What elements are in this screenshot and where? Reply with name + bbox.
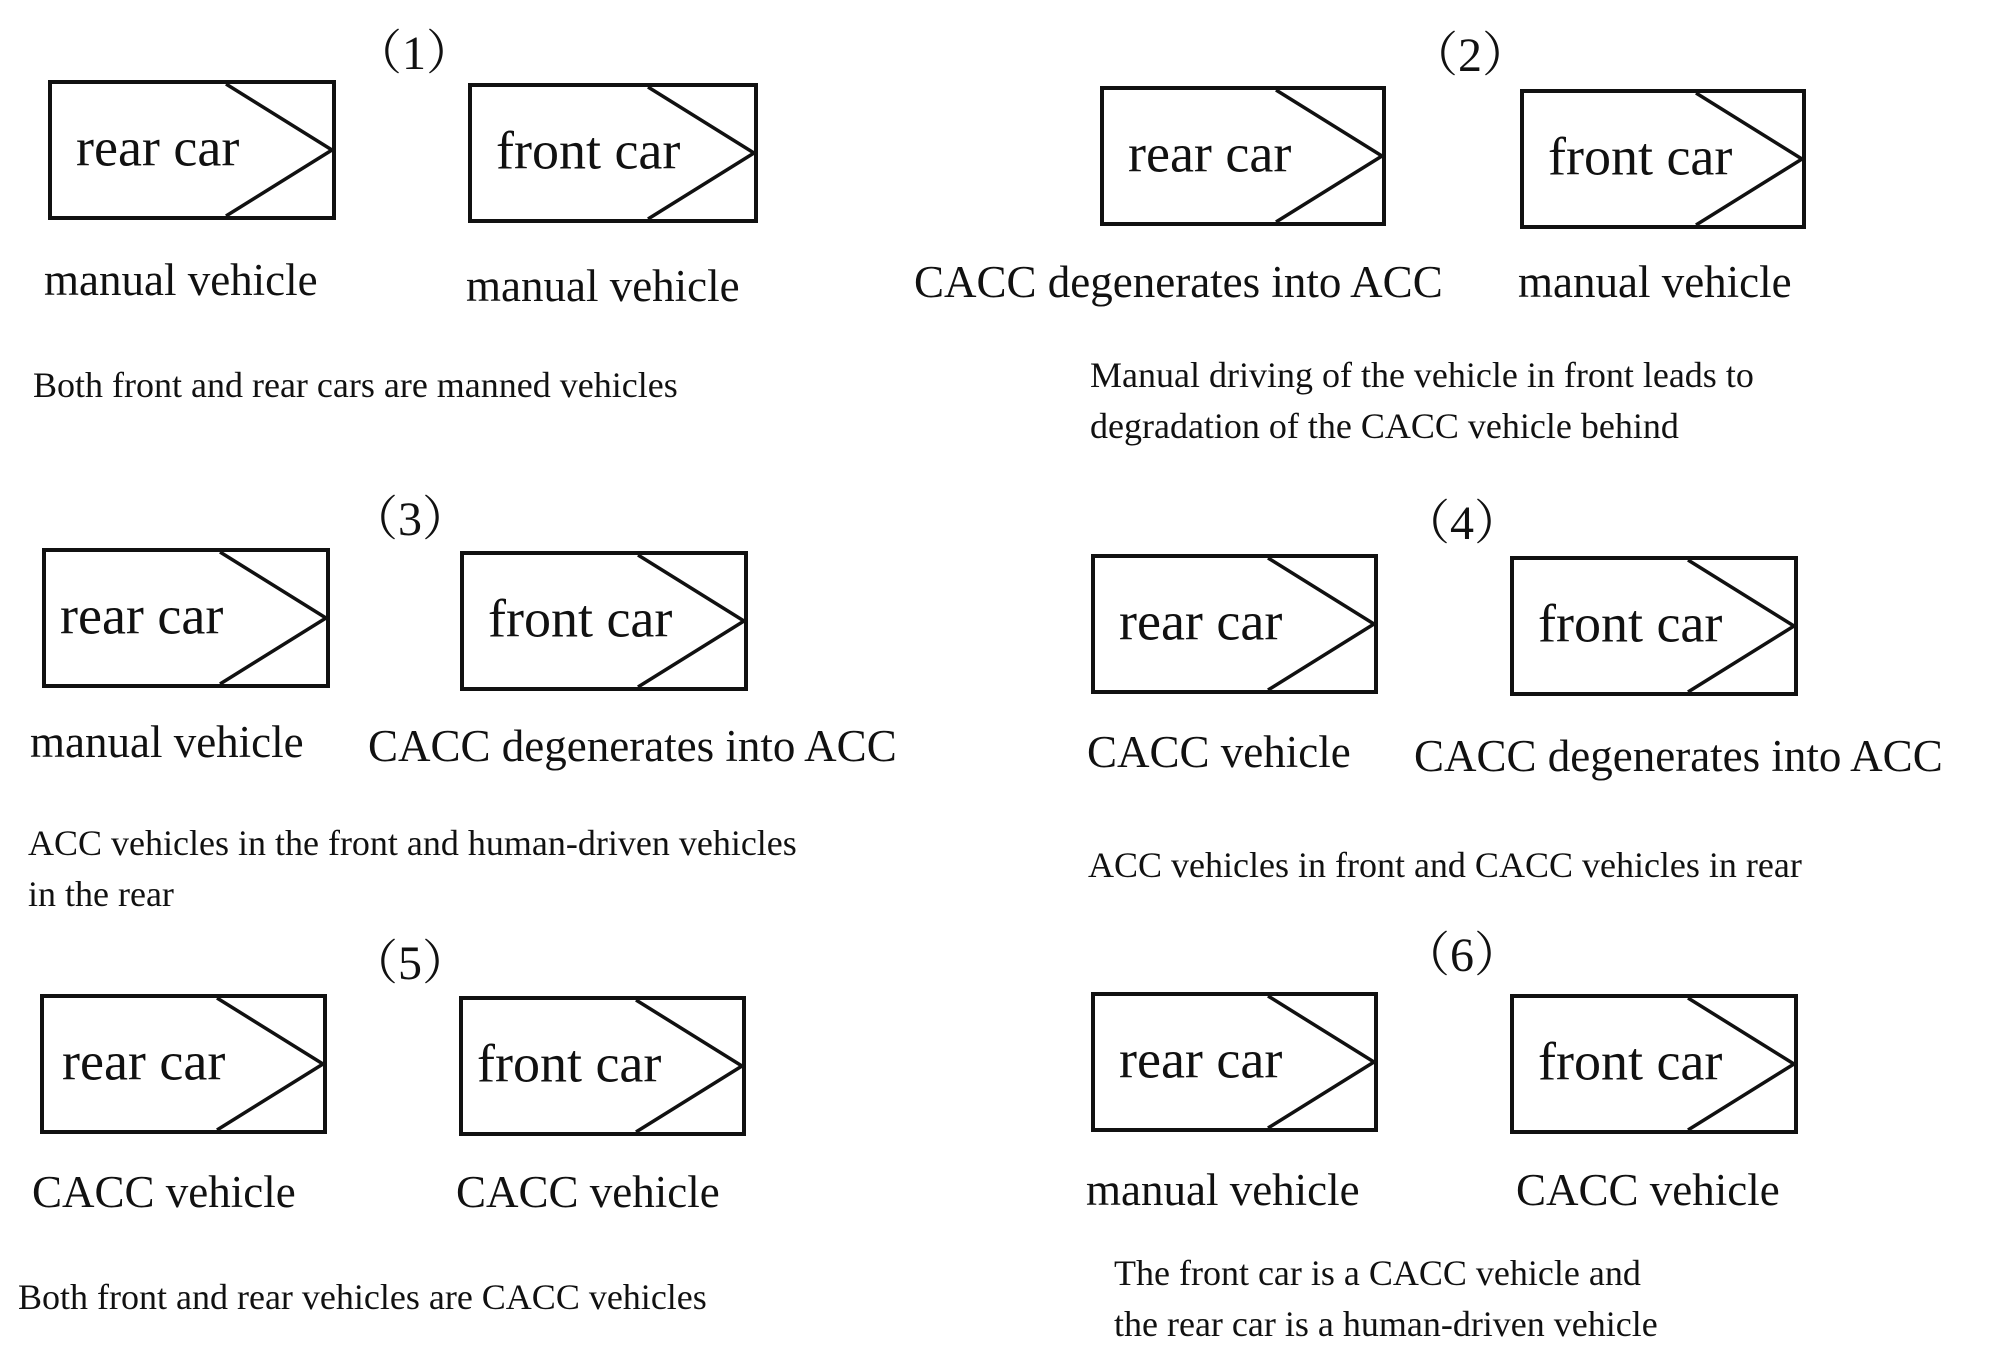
rear-car-box	[1100, 86, 1386, 226]
scenario-caption	[1088, 840, 1802, 891]
scenario-caption	[1114, 1248, 1658, 1350]
rear-car-label: rear car	[1128, 123, 1292, 184]
caption-line: Manual driving of the vehicle in front leads to	[1090, 355, 1754, 395]
rear-vehicle-type: CACC vehicle	[32, 1167, 296, 1217]
scenario-number: （6）	[1402, 929, 1523, 982]
front-car-label: front car	[1538, 1031, 1723, 1092]
rear-vehicle-type: CACC degenerates into ACC	[914, 257, 1443, 307]
front-car-box	[459, 996, 746, 1136]
rear-vehicle-type: manual vehicle	[1086, 1165, 1360, 1215]
front-car-label: front car	[496, 120, 681, 181]
rear-car-label: rear car	[1119, 1029, 1283, 1090]
caption-line: The front car is a CACC vehicle and	[1114, 1253, 1641, 1293]
scenario-number: （1）	[354, 27, 475, 80]
caption-line: ACC vehicles in the front and human-driven vehicles	[28, 823, 797, 863]
front-vehicle-type: manual vehicle	[466, 261, 740, 311]
front-car-box	[1510, 994, 1798, 1134]
scenario-caption	[1090, 350, 1754, 452]
caption-line: the rear car is a human-driven vehicle	[1114, 1304, 1658, 1344]
front-car-box	[460, 551, 748, 691]
front-car-label: front car	[1538, 593, 1723, 654]
scenario-number: （5）	[350, 937, 471, 990]
rear-vehicle-type: manual vehicle	[30, 717, 304, 767]
rear-car-label: rear car	[76, 117, 240, 178]
front-vehicle-type: CACC degenerates into ACC	[1414, 731, 1943, 781]
caption-line: Both front and rear vehicles are CACC vehicles	[18, 1277, 707, 1317]
scenario-number: （2）	[1410, 29, 1531, 82]
front-vehicle-type: manual vehicle	[1518, 257, 1792, 307]
caption-line: ACC vehicles in front and CACC vehicles in rear	[1088, 845, 1802, 885]
caption-line: in the rear	[28, 874, 174, 914]
front-car-label: front car	[488, 588, 673, 649]
rear-car-box	[1091, 992, 1378, 1132]
front-car-label: front car	[477, 1033, 662, 1094]
scenario-caption	[18, 1272, 707, 1323]
scenario-number: （4）	[1402, 497, 1523, 550]
rear-car-label: rear car	[62, 1031, 226, 1092]
scenario-caption	[33, 360, 678, 411]
rear-car-box	[40, 994, 327, 1134]
front-car-box	[1520, 89, 1806, 229]
scenario-number: （3）	[350, 493, 471, 546]
rear-car-box	[48, 80, 336, 220]
rear-vehicle-type: manual vehicle	[44, 255, 318, 305]
rear-car-box	[42, 548, 330, 688]
front-vehicle-type: CACC vehicle	[1516, 1165, 1780, 1215]
scenario-caption	[28, 818, 797, 920]
front-vehicle-type: CACC vehicle	[456, 1167, 720, 1217]
front-car-box	[468, 83, 758, 223]
front-car-label: front car	[1548, 126, 1733, 187]
caption-line: Both front and rear cars are manned vehicles	[33, 365, 678, 405]
rear-car-box	[1091, 554, 1378, 694]
rear-vehicle-type: CACC vehicle	[1087, 727, 1351, 777]
rear-car-label: rear car	[1119, 591, 1283, 652]
rear-car-label: rear car	[60, 585, 224, 646]
caption-line: degradation of the CACC vehicle behind	[1090, 406, 1679, 446]
front-car-box	[1510, 556, 1798, 696]
front-vehicle-type: CACC degenerates into ACC	[368, 721, 897, 771]
